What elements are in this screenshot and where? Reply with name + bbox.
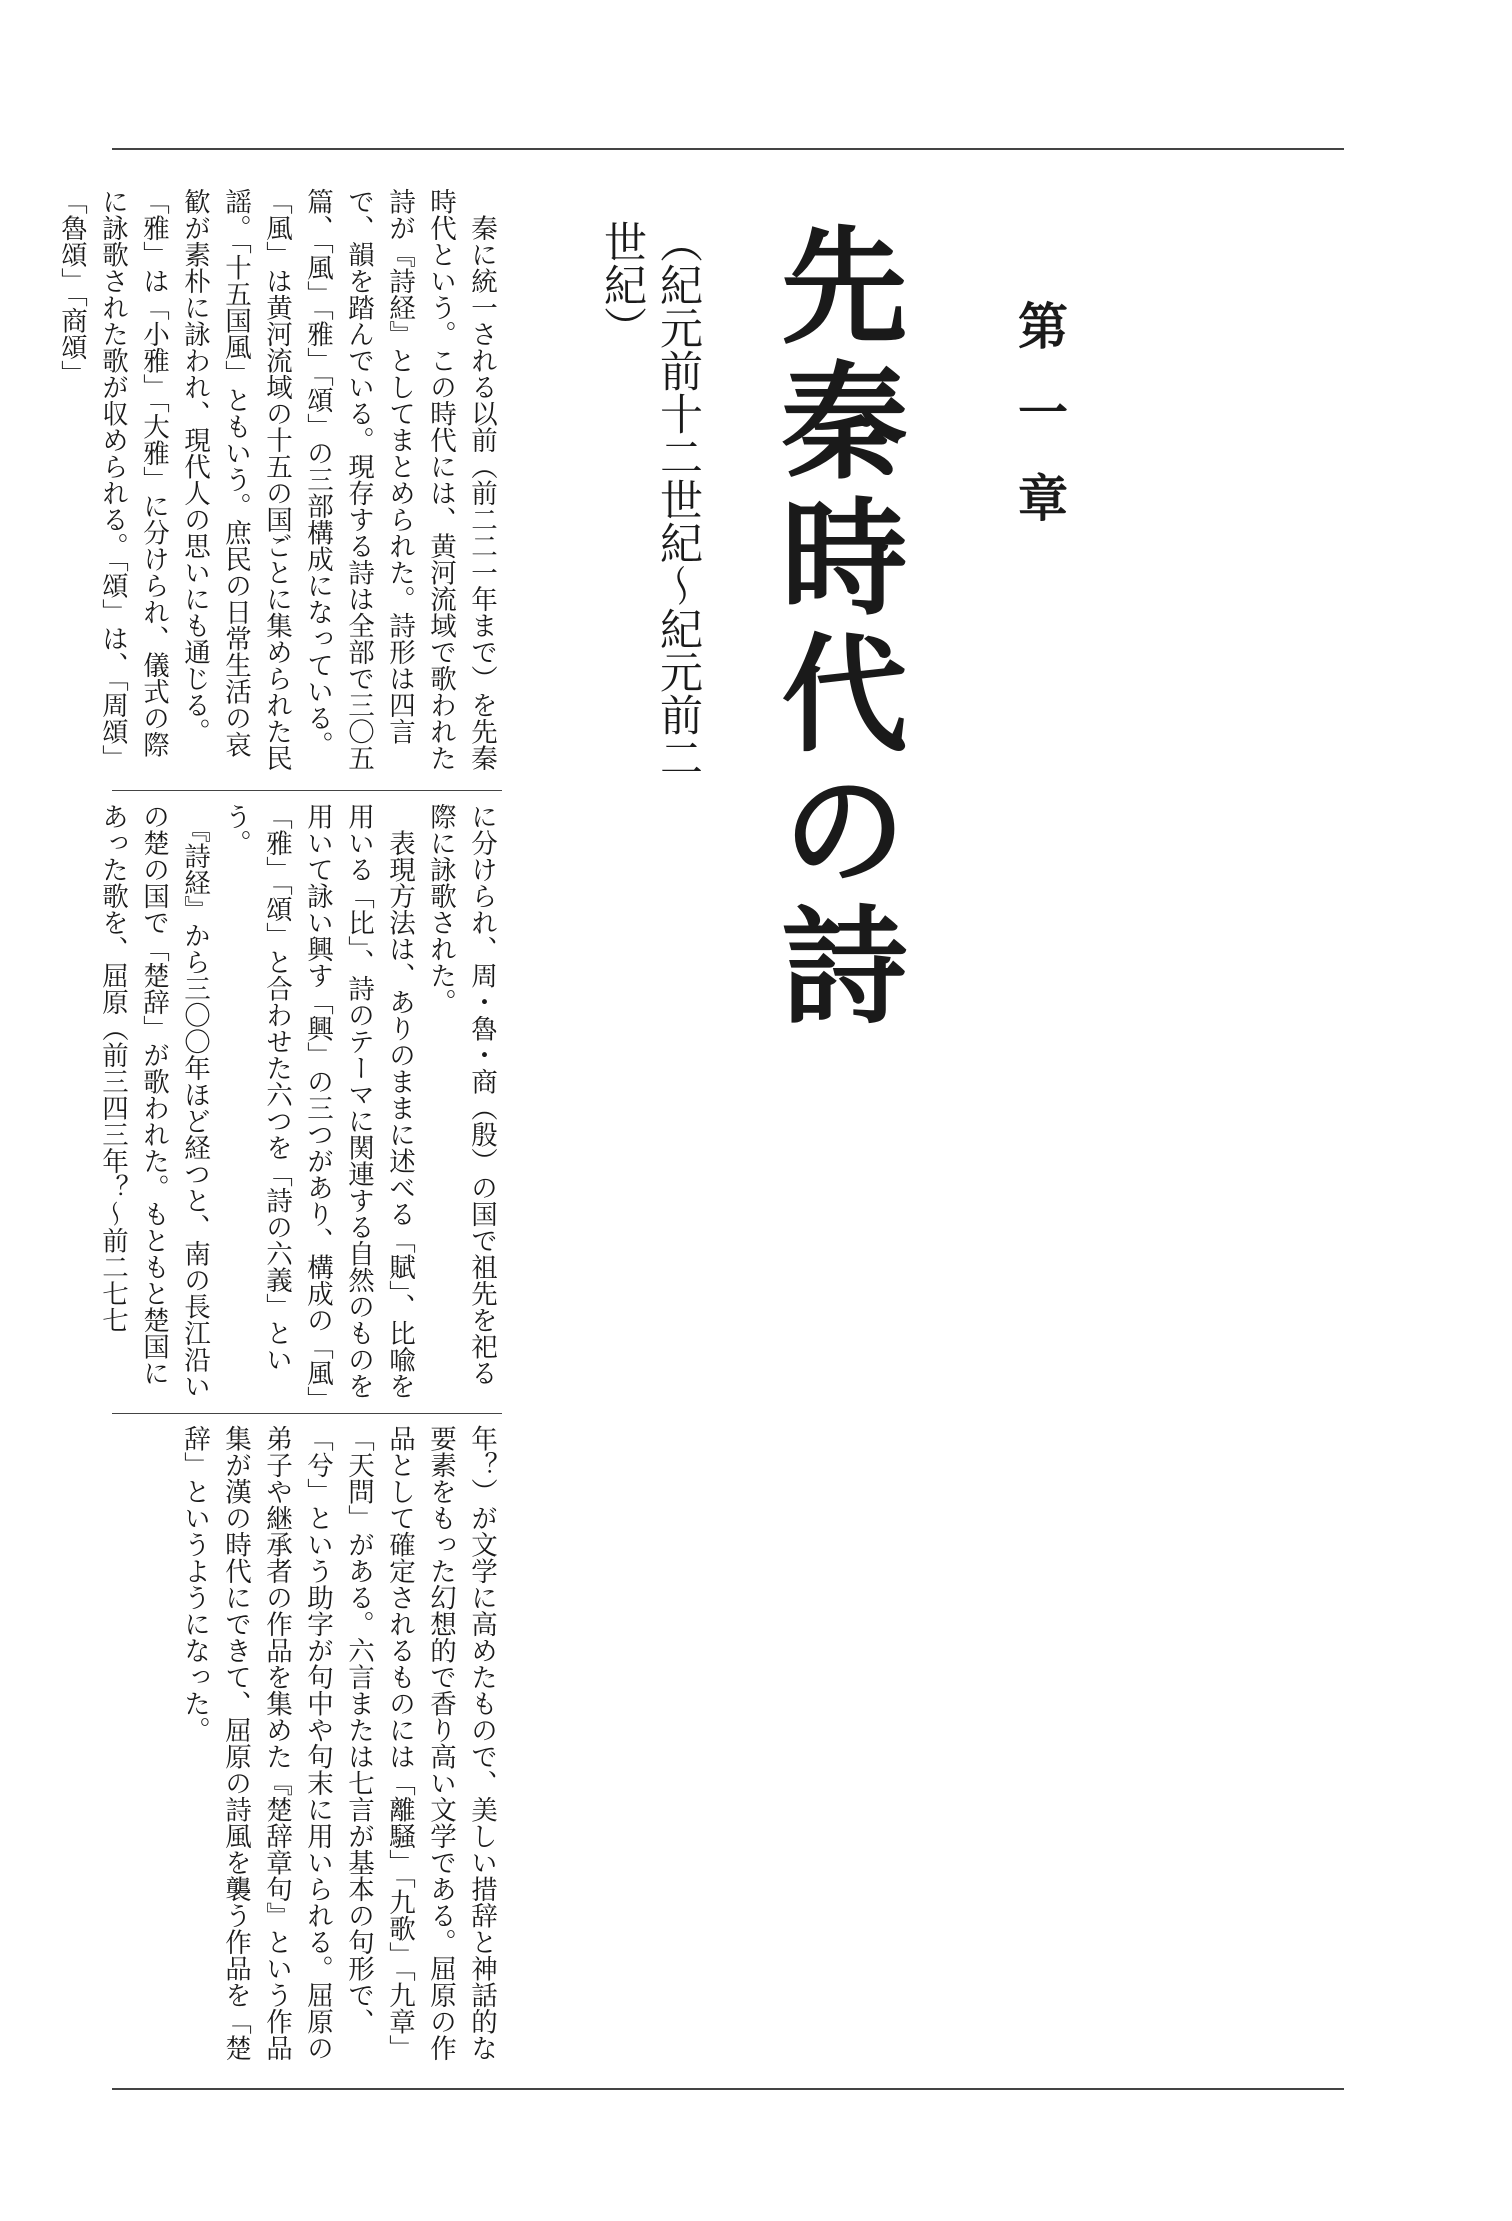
chapter-label: 第一章	[1010, 300, 1069, 558]
paragraph: 『詩経』から三〇〇年ほど経つと、南の長江沿いの楚の国で「楚辞」が歌われた。もともと楚国にあった歌を、屈原（前三四三年？〜前二七七	[97, 803, 210, 1400]
section-divider	[112, 1413, 502, 1414]
section-divider	[112, 790, 502, 791]
paragraph: 年？）が文学に高めたもので、美しい措辞と神話的な要素をもった幻想的で香り高い文学である。屈原の作品として確定されるものには「離騒」「九歌」「九章」「天問」がある。六言または七言が基本の句形で、「兮」という助字が句中や句末に用いられる。屈原の弟子や継承者の作品を集めた『楚辞章句』という作品集が漢の時代にできて、屈原の詩風を襲う作品を「楚辞」というようになった。	[179, 1425, 497, 2061]
paragraph: 表現方法は、ありのままに述べる「賦」、比喩を用いる「比」、詩のテーマに関連する自然のものを用いて詠い興す「興」の三つがあり、構成の「風」「雅」「頌」と合わせた六つを「詩の六義」という。	[220, 803, 415, 1400]
paragraph: 秦に統一される以前（前二二一年まで）を先秦時代という。この時代には、黄河流域で歌われた詩が『詩経』としてまとめられた。詩形は四言で、韻を踏んでいる。現存する詩は全部で三〇五篇、「風」「雅」「頌」の三部構成になっている。「風」は黄河流域の十五の国ごとに集められた民謡。「十五国風」ともいう。庶民の日常生活の哀歓が素朴に詠われ、現代人の思いにも通じる。「雅」は「小雅」「大雅」に分けられ、儀式の際に詠歌された歌が収められる。「頌」は、「周頌」「魯頌」「商頌」	[56, 188, 497, 771]
top-rule	[112, 148, 1344, 150]
paragraph: に分けられ、周・魯・商（殷）の国で祖先を祀る際に詠歌された。	[425, 803, 497, 1386]
bottom-rule	[112, 2088, 1344, 2090]
chapter-period: （紀元前十二世紀〜紀元前二世紀）	[597, 220, 703, 779]
body-section-3	[179, 1425, 502, 2075]
body-section-2	[97, 803, 502, 1408]
chapter-title: 先秦時代の詩	[761, 220, 909, 1036]
body-section-1	[56, 188, 502, 778]
